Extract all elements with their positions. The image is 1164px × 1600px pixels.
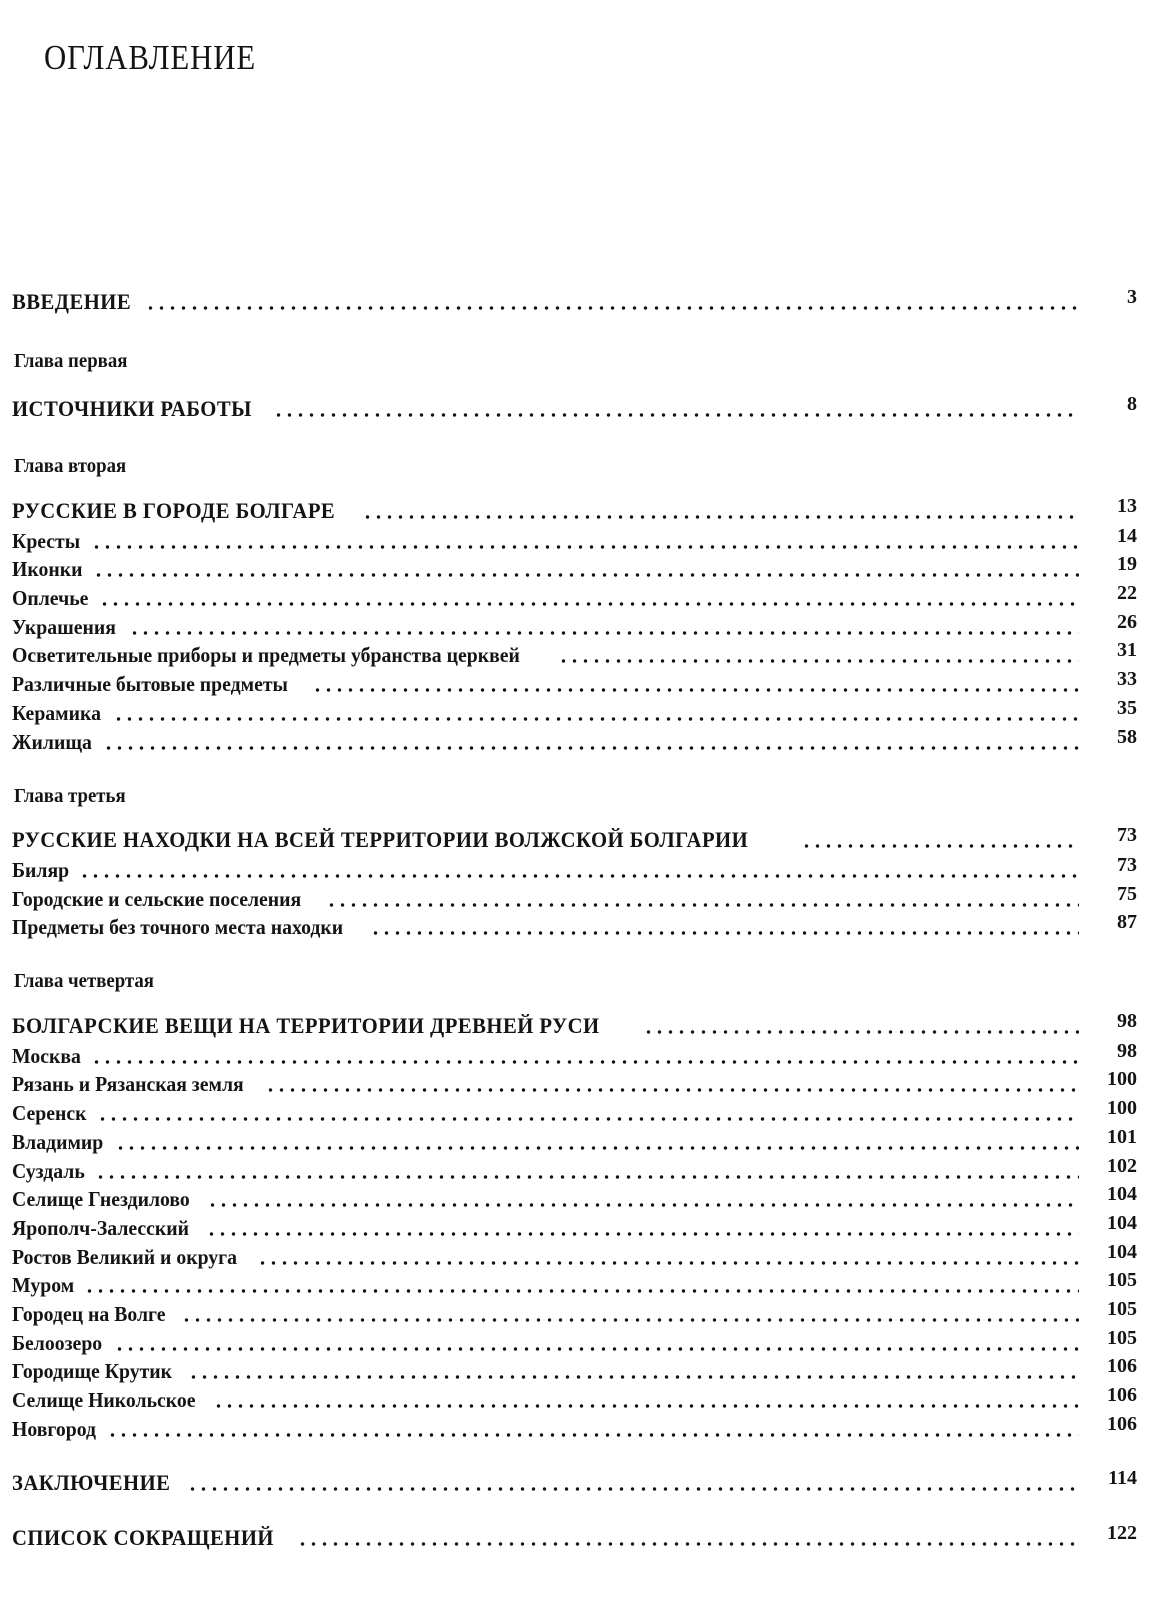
toc-entry-title: Белоозеро — [12, 1331, 103, 1355]
toc-entry-page: 19 — [1117, 553, 1137, 575]
toc-entry-page: 104 — [1107, 1183, 1137, 1205]
dot-leader — [114, 1340, 1079, 1352]
page-title: ОГЛАВЛЕНИЕ — [44, 38, 257, 77]
dot-leader — [115, 1139, 1079, 1151]
dot-leader — [188, 1368, 1079, 1380]
dot-leader — [265, 1081, 1080, 1093]
toc-entry — [12, 1182, 1137, 1210]
toc-entry — [12, 638, 1137, 666]
toc-entry — [12, 524, 1137, 552]
dot-leader — [93, 566, 1079, 578]
dot-leader — [95, 1168, 1079, 1180]
dot-leader — [273, 406, 1079, 418]
dot-leader — [297, 1535, 1079, 1547]
toc-entry — [12, 1067, 1137, 1095]
dot-leader — [558, 652, 1079, 664]
toc-entry — [12, 725, 1137, 753]
toc-entry — [12, 552, 1137, 580]
toc-entry — [12, 1297, 1137, 1325]
toc-entry-title: Муром — [12, 1273, 75, 1297]
toc-entry — [12, 581, 1137, 609]
toc-entry-title: Осветительные приборы и предметы убранства церквей — [12, 643, 520, 667]
toc-entry — [12, 1383, 1137, 1411]
toc-entry-title: Различные бытовые предметы — [12, 672, 288, 696]
toc-entry — [12, 1125, 1137, 1153]
toc-entry-page: 105 — [1107, 1327, 1137, 1349]
toc-entry — [12, 1154, 1137, 1182]
dot-leader — [213, 1397, 1079, 1409]
toc-entry-page: 102 — [1107, 1155, 1137, 1177]
toc-entry — [12, 1412, 1137, 1440]
toc-entry-title: Украшения — [12, 615, 116, 639]
chapter-label: Глава первая — [14, 350, 128, 372]
toc-entry-page: 22 — [1117, 582, 1137, 604]
toc-entry-title: Ростов Великий и округа — [12, 1245, 238, 1269]
toc-entry — [12, 667, 1137, 695]
toc-entry-page: 104 — [1107, 1241, 1137, 1263]
dot-leader — [801, 837, 1079, 849]
toc-entry-page: 31 — [1117, 639, 1137, 661]
dot-leader — [145, 299, 1079, 311]
toc-entry-page: 3 — [1127, 286, 1137, 308]
toc-entry-page: 26 — [1117, 611, 1137, 633]
dot-leader — [207, 1196, 1079, 1208]
toc-entry — [12, 1009, 1137, 1037]
toc-entry — [12, 1326, 1137, 1354]
toc-entry-title: Городец на Волге — [12, 1302, 166, 1326]
toc-entry — [12, 882, 1137, 910]
toc-entry-title: Владимир — [12, 1130, 104, 1154]
toc-entry-title: БОЛГАРСКИЕ ВЕЩИ НА ТЕРРИТОРИИ ДРЕВНЕЙ РУСИ — [12, 1013, 600, 1038]
toc-entry — [12, 910, 1137, 938]
dot-leader — [79, 867, 1079, 879]
toc-entry-title: Биляр — [12, 858, 70, 882]
toc-entry-title: ИСТОЧНИКИ РАБОТЫ — [12, 396, 252, 421]
toc-entry — [12, 1096, 1137, 1124]
toc-entry-title: СПИСОК СОКРАЩЕНИЙ — [12, 1525, 274, 1550]
toc-entry-title: Городище Крутик — [12, 1359, 173, 1383]
dot-leader — [129, 624, 1079, 636]
toc-entry-title: ЗАКЛЮЧЕНИЕ — [12, 1470, 171, 1495]
toc-entry-page: 114 — [1108, 1467, 1137, 1489]
toc-entry-page: 104 — [1107, 1212, 1137, 1234]
toc-entry — [12, 853, 1137, 881]
toc-entry — [12, 1354, 1137, 1382]
toc-entry-title: Новгород — [12, 1417, 97, 1441]
toc-entry-page: 106 — [1107, 1384, 1137, 1406]
toc-entry-title: Предметы без точного места находки — [12, 915, 344, 939]
toc-entry-title: Серенск — [12, 1101, 87, 1125]
dot-leader — [91, 1053, 1079, 1065]
toc-entry-title: Суздаль — [12, 1159, 85, 1183]
toc-entry-page: 75 — [1117, 883, 1137, 905]
chapter-label: Глава четвертая — [14, 970, 154, 992]
toc-entry — [12, 1211, 1137, 1239]
toc-entry-title: РУССКИЕ НАХОДКИ НА ВСЕЙ ТЕРРИТОРИИ ВОЛЖСКОЙ БОЛГАРИИ — [12, 827, 749, 852]
toc-entry-title: Москва — [12, 1044, 81, 1068]
toc-entry-page: 14 — [1117, 525, 1137, 547]
toc-entry-page: 8 — [1127, 393, 1137, 415]
toc-entry-page: 100 — [1107, 1097, 1137, 1119]
toc-entry — [12, 494, 1137, 522]
dot-leader — [257, 1254, 1079, 1266]
dot-leader — [91, 538, 1079, 550]
dot-leader — [113, 710, 1079, 722]
dot-leader — [187, 1480, 1080, 1492]
toc-entry-title: ВВЕДЕНИЕ — [12, 289, 132, 314]
toc-entry-page: 105 — [1107, 1298, 1137, 1320]
toc-entry-title: Оплечье — [12, 586, 89, 610]
dot-leader — [181, 1311, 1079, 1323]
toc-entry-page: 73 — [1117, 854, 1137, 876]
toc-entry-title: Селище Никольское — [12, 1388, 196, 1412]
toc-entry — [12, 1268, 1137, 1296]
toc-entry-page: 101 — [1107, 1126, 1137, 1148]
dot-leader — [643, 1023, 1079, 1035]
toc-entry-title: Селище Гнездилово — [12, 1187, 190, 1211]
dot-leader — [103, 739, 1079, 751]
toc-entry-page: 98 — [1117, 1010, 1137, 1032]
dot-leader — [312, 681, 1079, 693]
toc-entry-page: 98 — [1117, 1040, 1137, 1062]
toc-entry-title: Городские и сельские поселения — [12, 887, 302, 911]
toc-entry-page: 105 — [1107, 1269, 1137, 1291]
toc-entry-page: 33 — [1117, 668, 1137, 690]
toc-entry-page: 100 — [1107, 1068, 1137, 1090]
toc-entry — [12, 1521, 1137, 1549]
toc-entry — [12, 696, 1137, 724]
toc-entry-page: 13 — [1117, 495, 1137, 517]
toc-entry-page: 106 — [1107, 1355, 1137, 1377]
toc-entry-page: 73 — [1117, 824, 1137, 846]
dot-leader — [362, 508, 1079, 520]
dot-leader — [206, 1225, 1079, 1237]
toc-entry-title: Иконки — [12, 557, 83, 581]
dot-leader — [370, 924, 1079, 936]
dot-leader — [84, 1282, 1079, 1294]
toc-entry — [12, 1466, 1137, 1494]
toc-entry — [12, 823, 1137, 851]
toc-entry — [12, 1240, 1137, 1268]
toc-entry-page: 58 — [1117, 726, 1137, 748]
chapter-label: Глава третья — [14, 785, 126, 807]
dot-leader — [99, 595, 1079, 607]
toc-entry-title: Рязань и Рязанская земля — [12, 1072, 244, 1096]
toc-entry-title: Жилища — [12, 730, 92, 754]
toc-entry-title: Ярополч-Залесский — [12, 1216, 190, 1240]
toc-entry-page: 122 — [1107, 1522, 1137, 1544]
toc-entry — [12, 610, 1137, 638]
dot-leader — [326, 896, 1079, 908]
toc-entry-title: Керамика — [12, 701, 101, 725]
toc-entry — [12, 1039, 1137, 1067]
toc-entry-page: 35 — [1117, 697, 1137, 719]
dot-leader — [107, 1426, 1079, 1438]
toc-entry-page: 87 — [1117, 911, 1137, 933]
toc-entry-title: Кресты — [12, 529, 81, 553]
toc-entry — [12, 392, 1137, 420]
dot-leader — [97, 1110, 1079, 1122]
chapter-label: Глава вторая — [14, 455, 127, 477]
toc-entry — [12, 285, 1137, 313]
toc-entry-title: РУССКИЕ В ГОРОДЕ БОЛГАРЕ — [12, 498, 336, 523]
toc-entry-page: 106 — [1107, 1413, 1137, 1435]
